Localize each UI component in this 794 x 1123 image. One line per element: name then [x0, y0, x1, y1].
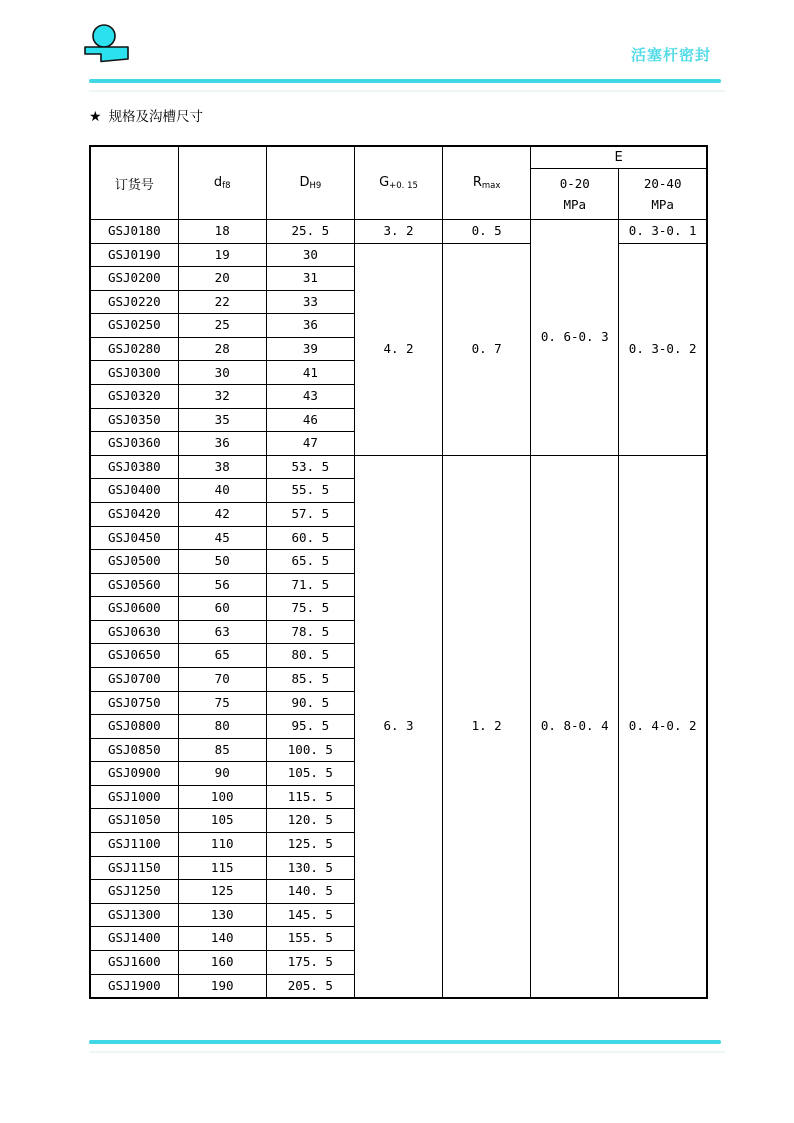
cell-D: 47 [266, 432, 354, 456]
cell-D: 145. 5 [266, 903, 354, 927]
cell-order-no: GSJ0450 [90, 526, 178, 550]
cell-d: 115 [178, 856, 266, 880]
cell-d: 22 [178, 290, 266, 314]
cell-order-no: GSJ0500 [90, 550, 178, 574]
cell-order-no: GSJ0360 [90, 432, 178, 456]
cell-D: 115. 5 [266, 785, 354, 809]
cell-order-no: GSJ0600 [90, 597, 178, 621]
cell-d: 65 [178, 644, 266, 668]
cell-D: 57. 5 [266, 502, 354, 526]
cell-E-20-40: 0. 3-0. 1 [619, 220, 707, 244]
spec-table-header [90, 146, 707, 220]
cell-G: 4. 2 [354, 243, 442, 455]
cell-E-0-20: 0. 8-0. 4 [531, 455, 619, 998]
cell-order-no: GSJ1150 [90, 856, 178, 880]
col-header-d: $d_{f8}$ [178, 146, 266, 220]
cell-d: 32 [178, 385, 266, 409]
cell-d: 50 [178, 550, 266, 574]
section-title [89, 105, 203, 125]
cell-d: 42 [178, 502, 266, 526]
header-rule-shadow [89, 90, 725, 92]
cell-order-no: GSJ1250 [90, 880, 178, 904]
cell-E-20-40: 0. 3-0. 2 [619, 243, 707, 455]
cell-D: 90. 5 [266, 691, 354, 715]
cell-order-no: GSJ0250 [90, 314, 178, 338]
cell-D: 78. 5 [266, 620, 354, 644]
cell-D: 43 [266, 385, 354, 409]
cell-order-no: GSJ0320 [90, 385, 178, 409]
pressure-unit: MPa [651, 197, 674, 213]
footer-rule [89, 1040, 721, 1044]
cell-D: 75. 5 [266, 597, 354, 621]
cell-d: 110 [178, 833, 266, 857]
cell-d: 40 [178, 479, 266, 503]
cell-order-no: GSJ1050 [90, 809, 178, 833]
cell-d: 36 [178, 432, 266, 456]
cell-order-no: GSJ1400 [90, 927, 178, 951]
cell-D: 175. 5 [266, 950, 354, 974]
cell-D: 71. 5 [266, 573, 354, 597]
cell-d: 45 [178, 526, 266, 550]
pressure-range: 0-20 [559, 175, 590, 191]
cell-order-no: GSJ0560 [90, 573, 178, 597]
table-row [90, 220, 707, 244]
rod-seal-logo-icon [83, 22, 133, 74]
col-header-R: $R_{max}$ [443, 146, 531, 220]
cell-d: 190 [178, 974, 266, 998]
cell-d: 28 [178, 337, 266, 361]
cell-d: 85 [178, 738, 266, 762]
cell-D: 80. 5 [266, 644, 354, 668]
cell-D: 33 [266, 290, 354, 314]
cell-order-no: GSJ0800 [90, 715, 178, 739]
cell-order-no: GSJ0420 [90, 502, 178, 526]
cell-order-no: GSJ1300 [90, 903, 178, 927]
cell-D: 55. 5 [266, 479, 354, 503]
cell-E-20-40: 0. 4-0. 2 [619, 455, 707, 998]
cell-D: 140. 5 [266, 880, 354, 904]
cell-d: 75 [178, 691, 266, 715]
cell-D: 65. 5 [266, 550, 354, 574]
cell-d: 80 [178, 715, 266, 739]
cell-D: 120. 5 [266, 809, 354, 833]
cell-d: 140 [178, 927, 266, 951]
footer-rule-shadow [89, 1051, 725, 1053]
cell-order-no: GSJ1600 [90, 950, 178, 974]
cell-R: 1. 2 [443, 455, 531, 998]
header-rule [89, 79, 721, 83]
cell-D: 100. 5 [266, 738, 354, 762]
cell-D: 130. 5 [266, 856, 354, 880]
cell-order-no: GSJ0650 [90, 644, 178, 668]
cell-d: 18 [178, 220, 266, 244]
cell-d: 60 [178, 597, 266, 621]
brand-title: 活塞杆密封 [630, 46, 711, 64]
cell-d: 20 [178, 267, 266, 291]
cell-order-no: GSJ0220 [90, 290, 178, 314]
cell-order-no: GSJ0180 [90, 220, 178, 244]
cell-D: 39 [266, 337, 354, 361]
cell-order-no: GSJ0300 [90, 361, 178, 385]
cell-order-no: GSJ0190 [90, 243, 178, 267]
cell-G: 6. 3 [354, 455, 442, 998]
cell-d: 38 [178, 455, 266, 479]
col-header-G: $G_{+0. 15}$ [354, 146, 442, 220]
cell-order-no: GSJ1100 [90, 833, 178, 857]
table-row [90, 455, 707, 479]
col-header-E: E [531, 146, 707, 169]
cell-D: 25. 5 [266, 220, 354, 244]
cell-D: 36 [266, 314, 354, 338]
cell-d: 130 [178, 903, 266, 927]
col-header-D: $D_{H9}$ [266, 146, 354, 220]
cell-D: 31 [266, 267, 354, 291]
cell-d: 160 [178, 950, 266, 974]
spec-table [89, 145, 708, 999]
cell-order-no: GSJ0380 [90, 455, 178, 479]
cell-d: 105 [178, 809, 266, 833]
cell-order-no: GSJ0400 [90, 479, 178, 503]
cell-order-no: GSJ0850 [90, 738, 178, 762]
cell-R: 0. 7 [443, 243, 531, 455]
cell-D: 125. 5 [266, 833, 354, 857]
cell-order-no: GSJ0750 [90, 691, 178, 715]
section-title-text: 规格及沟槽尺寸 [108, 109, 204, 125]
pressure-range: 20-40 [643, 175, 682, 191]
star-icon: ★ [89, 109, 102, 125]
cell-D: 95. 5 [266, 715, 354, 739]
cell-order-no: GSJ0630 [90, 620, 178, 644]
cell-d: 125 [178, 880, 266, 904]
cell-D: 85. 5 [266, 667, 354, 691]
cell-D: 205. 5 [266, 974, 354, 998]
cell-D: 60. 5 [266, 526, 354, 550]
cell-D: 46 [266, 408, 354, 432]
cell-order-no: GSJ0350 [90, 408, 178, 432]
cell-order-no: GSJ0280 [90, 337, 178, 361]
cell-order-no: GSJ0900 [90, 762, 178, 786]
cell-D: 155. 5 [266, 927, 354, 951]
cell-R: 0. 5 [443, 220, 531, 244]
cell-G: 3. 2 [354, 220, 442, 244]
col-header-order-no: 订货号 [90, 146, 178, 220]
cell-d: 63 [178, 620, 266, 644]
pressure-unit: MPa [563, 197, 587, 213]
cell-d: 70 [178, 667, 266, 691]
cell-D: 41 [266, 361, 354, 385]
cell-order-no: GSJ0700 [90, 667, 178, 691]
cell-order-no: GSJ0200 [90, 267, 178, 291]
cell-D: 30 [266, 243, 354, 267]
col-header-E-20-40 [619, 169, 707, 220]
cell-E-0-20: 0. 6-0. 3 [531, 220, 619, 456]
cell-order-no: GSJ1900 [90, 974, 178, 998]
cell-d: 30 [178, 361, 266, 385]
col-header-E-0-20 [531, 169, 619, 220]
cell-d: 25 [178, 314, 266, 338]
cell-d: 90 [178, 762, 266, 786]
cell-d: 100 [178, 785, 266, 809]
cell-order-no: GSJ1000 [90, 785, 178, 809]
spec-table-body [90, 220, 707, 999]
cell-d: 56 [178, 573, 266, 597]
cell-d: 35 [178, 408, 266, 432]
cell-d: 19 [178, 243, 266, 267]
cell-D: 105. 5 [266, 762, 354, 786]
cell-D: 53. 5 [266, 455, 354, 479]
